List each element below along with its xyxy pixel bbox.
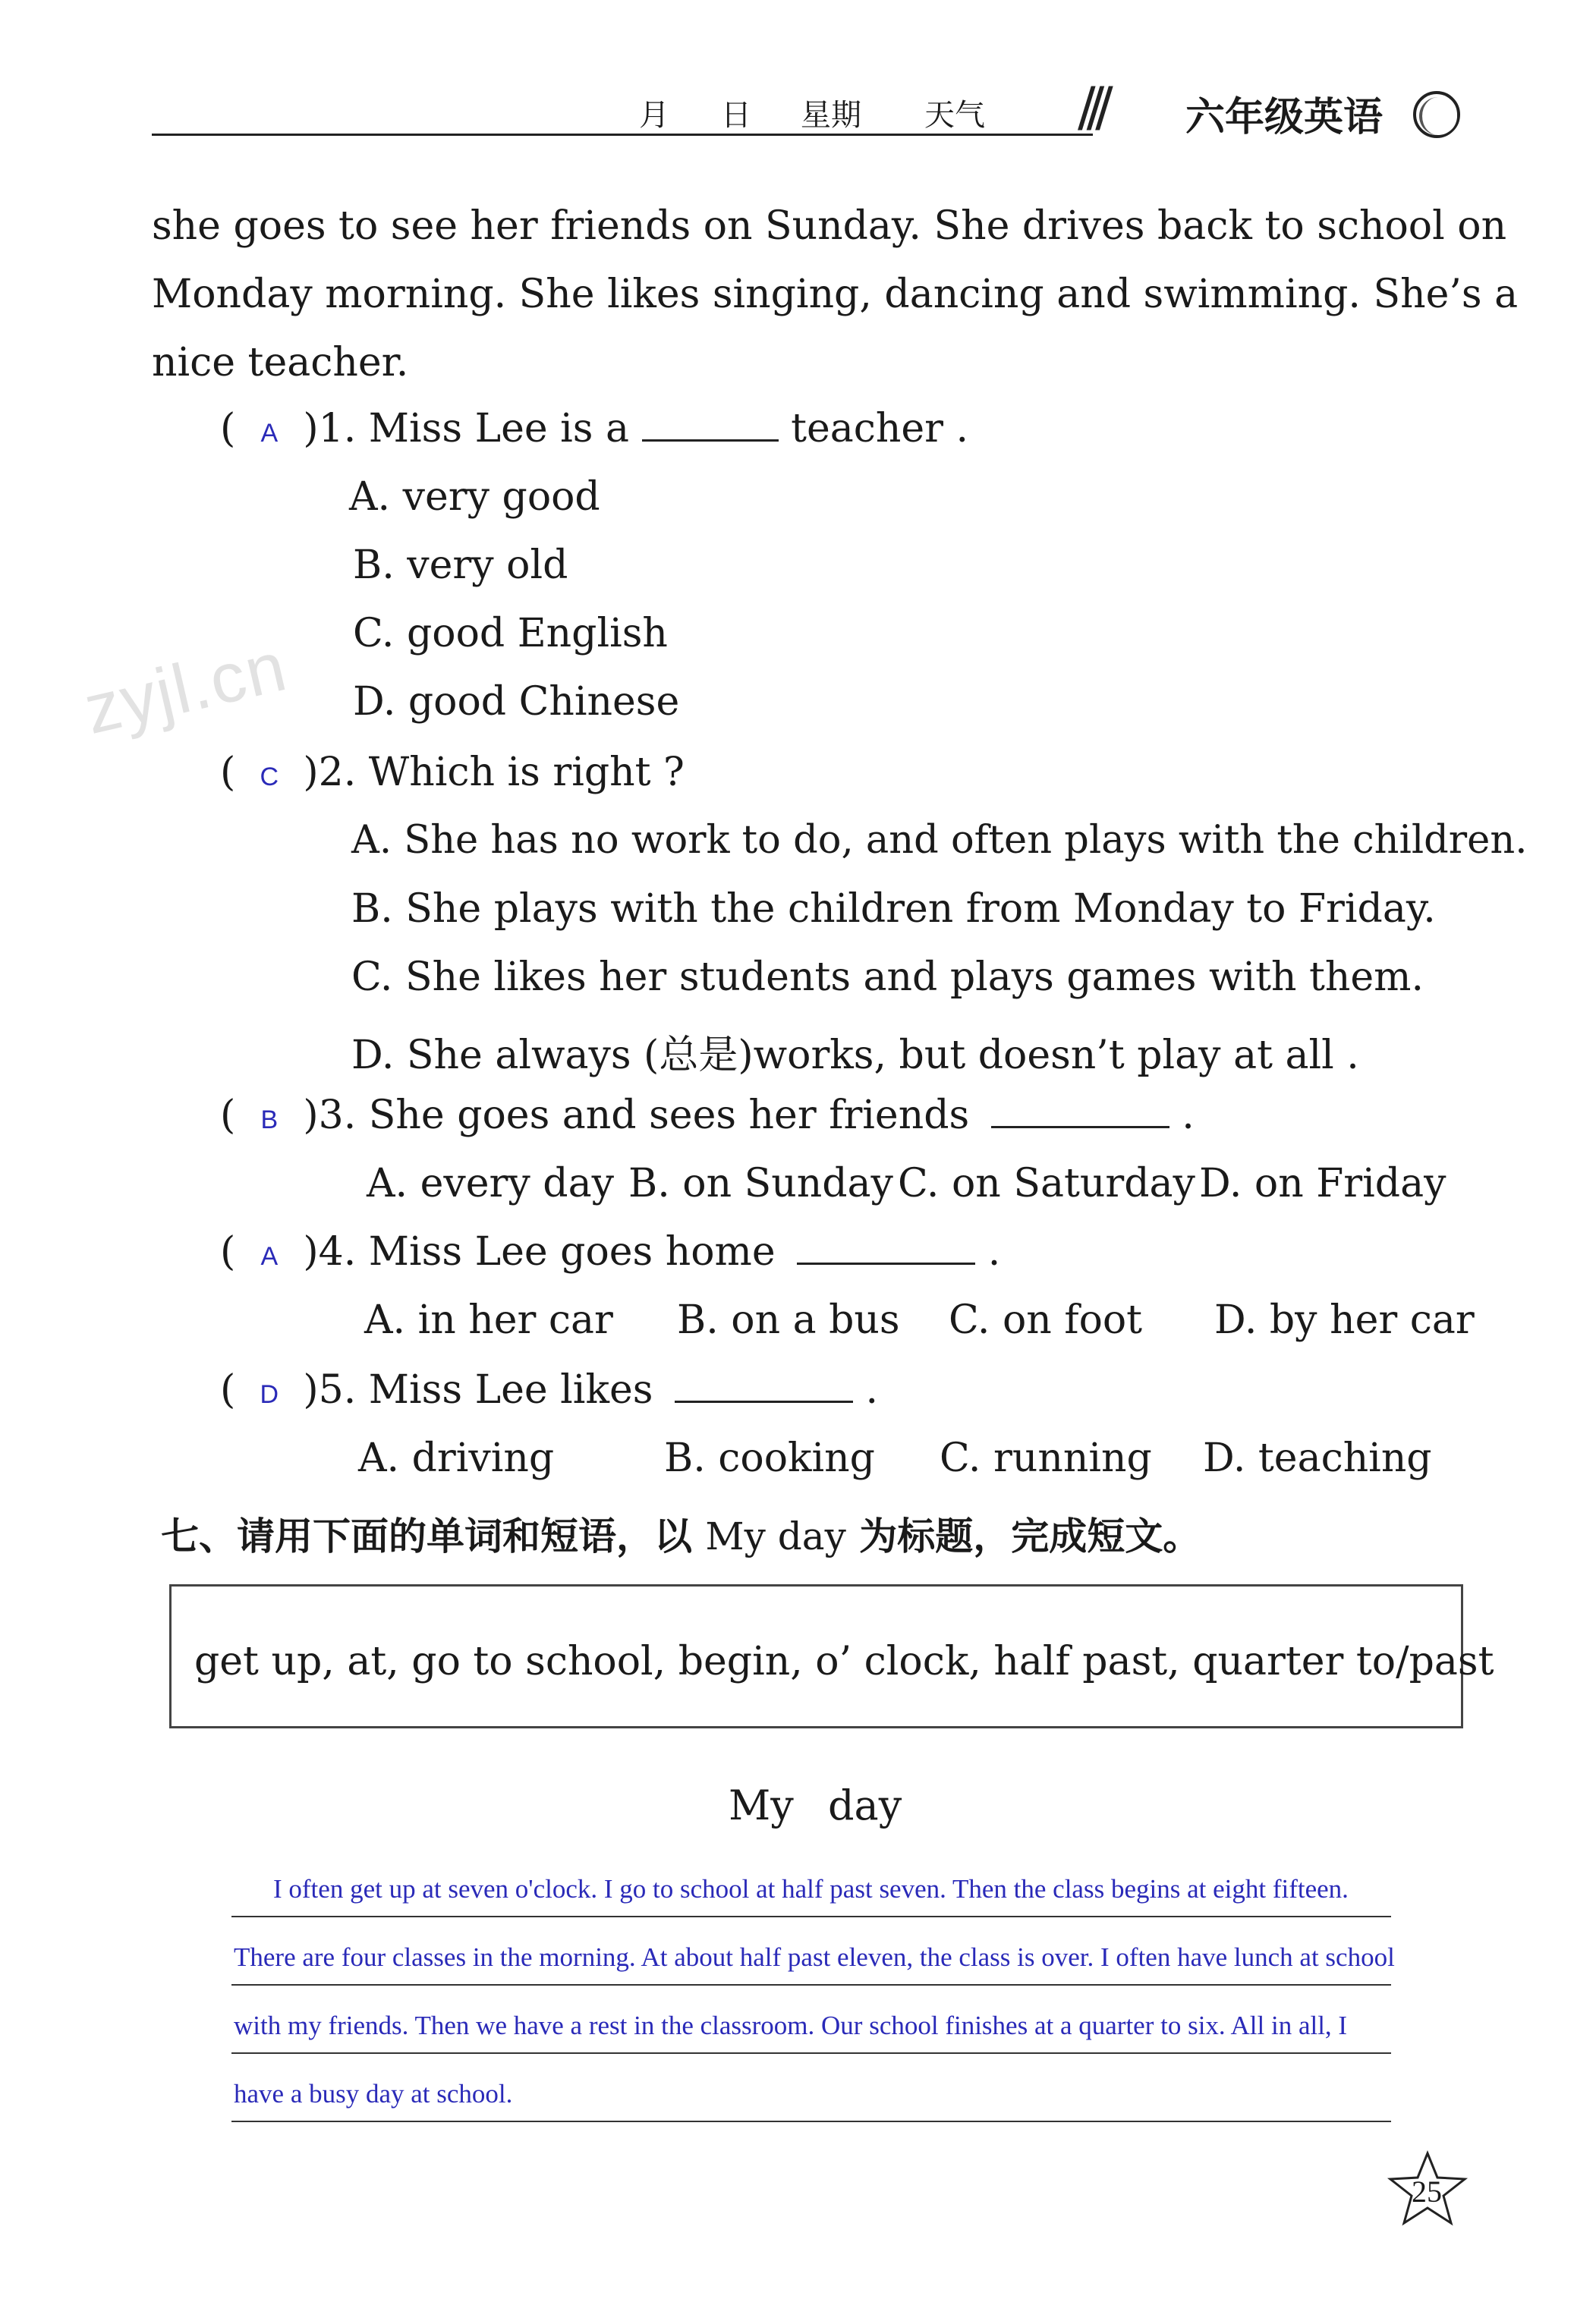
section-7-heading — [161, 1506, 1201, 1561]
page-number: 25 — [1412, 2175, 1442, 2209]
watermark: zyjl.cn — [77, 627, 294, 750]
option: D. good Chinese — [353, 679, 680, 725]
header-circle-shade — [1419, 97, 1457, 135]
question-stem: She goes and sees her friends — [368, 1093, 970, 1138]
answer-blank — [797, 1263, 975, 1265]
weekday-label: 星期 — [801, 98, 861, 133]
option: C. She likes her students and plays games with them. — [351, 954, 1424, 1000]
option: A. very good — [349, 474, 600, 520]
section-7-title-words: My day — [705, 1514, 846, 1558]
paren-open: ( — [220, 1093, 236, 1138]
essay-line: have a busy day at school. — [234, 2079, 513, 2109]
essay-title: My day — [729, 1782, 902, 1829]
question-stem-end: teacher . — [791, 406, 969, 451]
question-stem: Miss Lee is a — [368, 406, 630, 451]
writing-rule — [231, 2121, 1391, 2122]
answer-4: A — [260, 1242, 279, 1271]
option: A. She has no work to do, and often plays with the children. — [351, 818, 1528, 863]
writing-rule — [231, 1916, 1391, 1917]
option: B. on a bus — [677, 1297, 900, 1343]
essay-line: I often get up at seven o'clock. I go to school at half past seven. Then the class begins at eight fifteen. — [273, 1874, 1349, 1904]
option: B. very old — [353, 542, 568, 588]
paren-open: ( — [220, 406, 236, 451]
month-label: 月 — [639, 98, 669, 133]
section-7-text-end: 为标题，完成短文。 — [859, 1514, 1201, 1558]
option: C. on Saturday — [898, 1161, 1195, 1206]
weather-label: 天气 — [924, 98, 985, 133]
option: B. cooking — [664, 1436, 875, 1481]
question-number: )4. — [303, 1229, 357, 1275]
question-stem-end: . — [1182, 1093, 1195, 1138]
essay-line: with my friends. Then we have a rest in the classroom. Our school finishes at a quarter to six. All in all, I — [234, 2011, 1348, 2040]
option: A. driving — [358, 1436, 555, 1481]
question-stem: Miss Lee likes — [368, 1367, 653, 1413]
option: B. on Sunday — [628, 1161, 893, 1206]
question-stem-end: . — [987, 1229, 1001, 1275]
question-number: )3. — [303, 1093, 357, 1138]
question-number: )5. — [303, 1367, 357, 1413]
option: C. good English — [353, 611, 668, 656]
section-7-text: 七、请用下面的单词和短语，以 — [161, 1514, 692, 1558]
essay-line: There are four classes in the morning. At about half past eleven, the class is over. I often have lunch at school — [234, 1942, 1395, 1972]
paren-open: ( — [220, 750, 236, 795]
answer-2: C — [260, 763, 279, 791]
answer-blank — [991, 1126, 1169, 1128]
writing-rule — [231, 2052, 1391, 2054]
question-5 — [220, 1367, 878, 1413]
writing-rule — [231, 1984, 1391, 1986]
option: D. teaching — [1203, 1436, 1432, 1481]
question-2 — [220, 750, 685, 795]
option: C. on foot — [949, 1297, 1143, 1343]
option: A. in her car — [364, 1297, 613, 1343]
option: D. on Friday — [1199, 1161, 1446, 1206]
answer-3: B — [260, 1105, 279, 1134]
question-stem-end: . — [865, 1367, 879, 1413]
option: D. She always (总是)works, but doesn’t play at all . — [351, 1033, 1359, 1078]
option: D. by her car — [1214, 1297, 1475, 1343]
question-stem: Which is right ? — [368, 750, 685, 795]
header-title: 六年级英语 — [1185, 95, 1384, 140]
answer-blank — [675, 1401, 853, 1403]
passage-line: Monday morning. She likes singing, dancing and swimming. She’s a — [152, 272, 1519, 317]
passage-line: nice teacher. — [152, 340, 409, 385]
option: A. every day — [367, 1161, 614, 1206]
question-number: )1. — [303, 406, 357, 451]
answer-5: D — [260, 1380, 279, 1409]
question-3 — [220, 1093, 1195, 1138]
question-number: )2. — [303, 750, 357, 795]
answer-blank — [642, 439, 779, 442]
header-slashes: /// — [1078, 76, 1104, 138]
option: B. She plays with the children from Monday to Friday. — [351, 886, 1436, 932]
question-1 — [220, 406, 968, 451]
day-label: 日 — [721, 98, 751, 133]
paren-open: ( — [220, 1229, 236, 1275]
question-stem: Miss Lee goes home — [368, 1229, 776, 1275]
word-box-text: get up, at, go to school, begin, o’ clock, half past, quarter to/past — [194, 1639, 1494, 1684]
option: C. running — [940, 1436, 1152, 1481]
question-4 — [220, 1229, 1000, 1275]
passage-line: she goes to see her friends on Sunday. She drives back to school on — [152, 203, 1507, 249]
paren-open: ( — [220, 1367, 236, 1413]
answer-1: A — [260, 419, 279, 448]
